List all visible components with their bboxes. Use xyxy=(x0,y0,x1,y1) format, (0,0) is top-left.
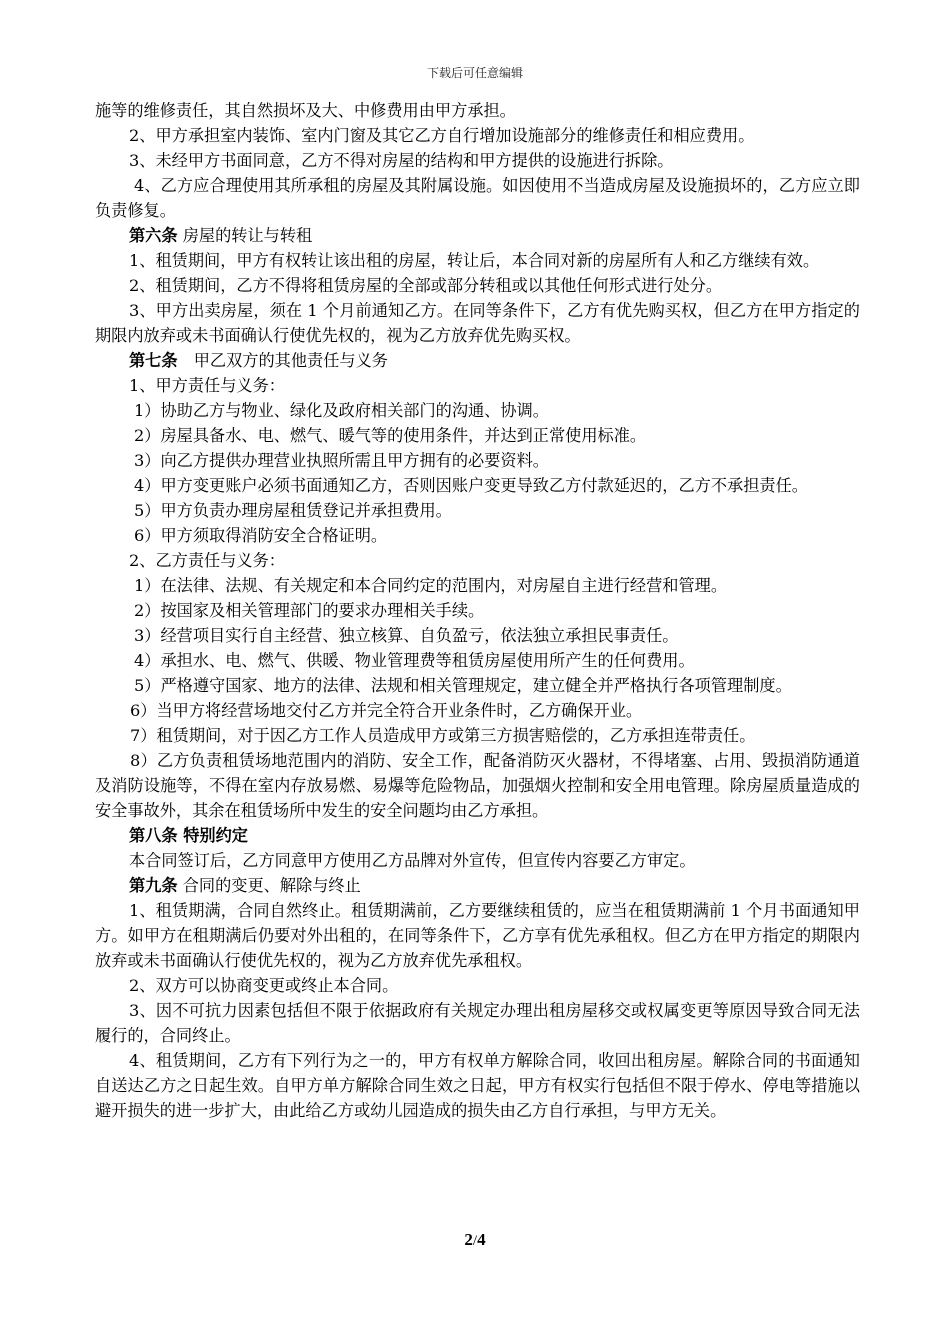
clause-paragraph: 施等的维修责任，其自然损坏及大、中修费用由甲方承担。 xyxy=(95,101,516,120)
section-number: 第八条 特别约定 xyxy=(129,826,248,845)
clause-paragraph: 2、双方可以协商变更或终止本合同。 xyxy=(129,976,399,995)
section-title: 房屋的转让与转租 xyxy=(177,226,313,245)
section-heading xyxy=(95,223,860,248)
clause-paragraph: 1、甲方责任与义务： xyxy=(129,376,285,395)
clause-paragraph: 2）按国家及相关管理部门的要求办理相关手续。 xyxy=(134,601,485,620)
total-pages: 4 xyxy=(477,1230,486,1249)
clause-paragraph: 6）当甲方将经营场地交付乙方并完全符合开业条件时，乙方确保开业。 xyxy=(130,701,643,720)
clause-paragraph: 2、甲方承担室内装饰、室内门窗及其它乙方自行增加设施部分的维修责任和相应费用。 xyxy=(129,126,755,145)
clause-paragraph: 4）承担水、电、燃气、供暖、物业管理费等租赁房屋使用所产生的任何费用。 xyxy=(134,651,695,670)
page-header: 下载后可任意编辑 xyxy=(426,66,523,80)
document-body xyxy=(95,98,860,1123)
clause-paragraph: 4、乙方应合理使用其所承租的房屋及其附属设施。如因使用不当造成房屋及设施损坏的，乙方应立即负责修复。 xyxy=(95,176,860,220)
clause-paragraph: 2、租赁期间，乙方不得将租赁房屋的全部或部分转租或以其他任何形式进行处分。 xyxy=(129,276,723,295)
clause-paragraph: 1）在法律、法规、有关规定和本合同约定的范围内，对房屋自主进行经营和管理。 xyxy=(134,576,728,595)
clause-paragraph: 5）严格遵守国家、地方的法律、法规和相关管理规定，建立健全并严格执行各项管理制度。 xyxy=(134,676,792,695)
page-separator: / xyxy=(472,1233,478,1249)
clause-paragraph: 4）甲方变更账户必须书面通知乙方，否则因账户变更导致乙方付款延迟的，乙方不承担责任。 xyxy=(134,476,808,495)
clause-paragraph: 4、租赁期间，乙方有下列行为之一的，甲方有权单方解除合同，收回出租房屋。解除合同的书面通知自送达乙方之日起生效。自甲方单方解除合同生效之日起，甲方有权实行包括但不限于停水、停电等措施以避开损失的进一步扩大，由此给乙方或幼儿园造成的损失由乙方自行承担，与甲方无关。 xyxy=(95,1051,860,1120)
current-page: 2 xyxy=(464,1230,473,1249)
clause-paragraph: 3）经营项目实行自主经营、独立核算、自负盈亏，依法独立承担民事责任。 xyxy=(134,626,679,645)
section-heading xyxy=(95,348,860,373)
clause-paragraph: 1）协助乙方与物业、绿化及政府相关部门的沟通、协调。 xyxy=(134,401,549,420)
clause-paragraph: 3、未经甲方书面同意，乙方不得对房屋的结构和甲方提供的设施进行拆除。 xyxy=(129,151,674,170)
clause-paragraph: 6）甲方须取得消防安全合格证明。 xyxy=(134,526,388,545)
clause-paragraph: 2、乙方责任与义务： xyxy=(129,551,285,570)
section-number: 第九条 xyxy=(129,876,178,895)
page-number xyxy=(0,1230,950,1250)
section-heading xyxy=(95,823,860,848)
section-title: 合同的变更、解除与终止 xyxy=(177,876,361,895)
clause-paragraph: 8）乙方负责租赁场地范围内的消防、安全工作，配备消防灭火器材，不得堵塞、占用、毁损消防通道及消防设施等，不得在室内存放易燃、易爆等危险物品，加强烟火控制和安全用电管理。除房屋质量造成的安全事故外，其余在租赁场所中发生的安全问题均由乙方承担。 xyxy=(95,751,860,820)
clause-paragraph: 3、甲方出卖房屋，须在 1 个月前通知乙方。在同等条件下，乙方有优先购买权，但乙方在甲方指定的期限内放弃或未书面确认行使优先权的，视为乙方放弃优先购买权。 xyxy=(95,301,860,345)
clause-paragraph: 3）向乙方提供办理营业执照所需且甲方拥有的必要资料。 xyxy=(134,451,549,470)
clause-paragraph: 5）甲方负责办理房屋租赁登记并承担费用。 xyxy=(134,501,452,520)
section-heading xyxy=(95,873,860,898)
clause-paragraph: 本合同签订后，乙方同意甲方使用乙方品牌对外宣传，但宣传内容要乙方审定。 xyxy=(129,851,696,870)
section-number: 第七条 xyxy=(129,351,178,370)
clause-paragraph: 2）房屋具备水、电、燃气、暖气等的使用条件，并达到正常使用标准。 xyxy=(134,426,647,445)
clause-paragraph: 7）租赁期间，对于因乙方工作人员造成甲方或第三方损害赔偿的，乙方承担连带责任。 xyxy=(130,726,756,745)
section-title: 甲乙双方的其他责任与义务 xyxy=(177,351,388,370)
clause-paragraph: 3、因不可抗力因素包括但不限于依据政府有关规定办理出租房屋移交或权属变更等原因导致合同无法履行的，合同终止。 xyxy=(95,1001,860,1045)
section-number: 第六条 xyxy=(129,226,178,245)
clause-paragraph: 1、租赁期间，甲方有权转让该出租的房屋，转让后，本合同对新的房屋所有人和乙方继续有效。 xyxy=(129,251,820,270)
clause-paragraph: 1、租赁期满，合同自然终止。租赁期满前，乙方要继续租赁的，应当在租赁期满前 1 个月书面通知甲方。如甲方在租期满后仍要对外出租的，在同等条件下，乙方享有优先承租权。但乙方在甲方指定的期限内放弃或未书面确认行使优先权的，视为乙方放弃优先承租权。 xyxy=(95,901,860,970)
